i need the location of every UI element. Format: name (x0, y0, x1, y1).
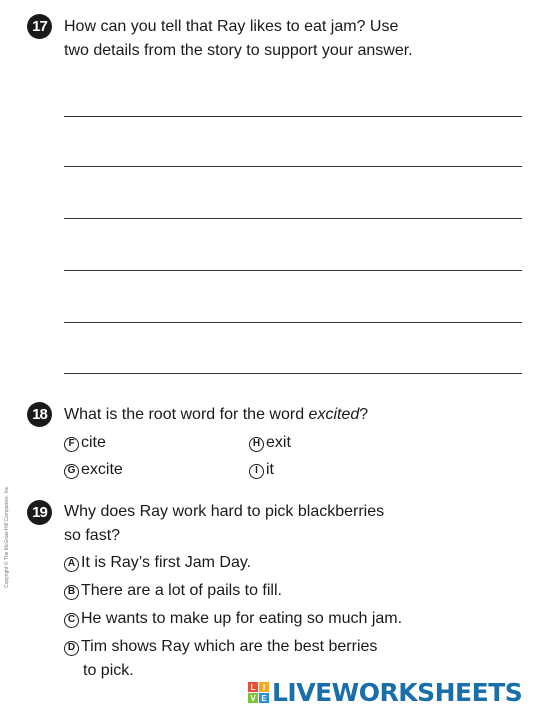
copyright-note: Copyright © The McGraw-Hill Companies, Inc. (4, 485, 10, 588)
answer-line-3[interactable] (64, 218, 522, 219)
option-B[interactable] (64, 580, 282, 602)
liveworksheets-logo (248, 678, 522, 707)
question-19-line2: so fast? (64, 527, 121, 544)
question-19-text (64, 500, 384, 548)
question-number-18: 18 (27, 402, 52, 427)
option-F-text: cite (81, 434, 106, 451)
option-I-text: it (266, 461, 274, 478)
option-C[interactable] (64, 608, 402, 630)
answer-line-4[interactable] (64, 270, 522, 271)
logo-mark-e: E (259, 693, 269, 703)
answer-bubble-D[interactable]: D (64, 641, 79, 656)
answer-bubble-F[interactable]: F (64, 437, 79, 452)
option-B-text: There are a lot of pails to fill. (81, 582, 282, 599)
question-18-text-start: What is the root word for the word (64, 406, 309, 423)
logo-mark-v: V (248, 693, 258, 703)
logo-mark-l: L (248, 682, 258, 692)
option-A[interactable] (64, 552, 251, 574)
answer-line-5[interactable] (64, 322, 522, 323)
option-G-text: excite (81, 461, 123, 478)
liveworksheets-logo-icon (248, 682, 269, 703)
logo-text: LIVEWORKSHEETS (272, 678, 523, 707)
option-D-text-line2: to pick. (83, 662, 134, 679)
logo-mark-i: I (259, 682, 269, 692)
option-C-text: He wants to make up for eating so much jam. (81, 610, 403, 627)
option-A-text: It is Ray’s first Jam Day. (81, 554, 252, 571)
answer-line-6[interactable] (64, 373, 522, 374)
question-number-17: 17 (27, 14, 52, 39)
question-17-line2: two details from the story to support your answer. (64, 42, 413, 59)
option-H-text: exit (266, 434, 291, 451)
answer-bubble-C[interactable]: C (64, 613, 79, 628)
answer-line-2[interactable] (64, 166, 522, 167)
option-G[interactable] (64, 459, 123, 481)
option-D[interactable] (64, 636, 377, 658)
question-number-19: 19 (27, 500, 52, 525)
answer-bubble-B[interactable]: B (64, 585, 79, 600)
question-18-italic-word: excited (308, 406, 360, 423)
question-19-line1: Why does Ray work hard to pick blackberries (64, 503, 385, 520)
question-18-text (64, 403, 368, 427)
answer-line-1[interactable] (64, 116, 522, 117)
question-17-text (64, 15, 413, 63)
answer-bubble-I[interactable]: I (249, 464, 264, 479)
option-D-text: Tim shows Ray which are the best berries (81, 638, 378, 655)
answer-bubble-H[interactable]: H (249, 437, 264, 452)
option-H[interactable] (249, 432, 291, 454)
answer-bubble-A[interactable]: A (64, 557, 79, 572)
answer-bubble-G[interactable]: G (64, 464, 79, 479)
option-F[interactable] (64, 432, 106, 454)
question-17-line1: How can you tell that Ray likes to eat jam? Use (64, 18, 399, 35)
question-18-text-end: ? (359, 406, 369, 423)
option-I[interactable] (249, 459, 274, 481)
